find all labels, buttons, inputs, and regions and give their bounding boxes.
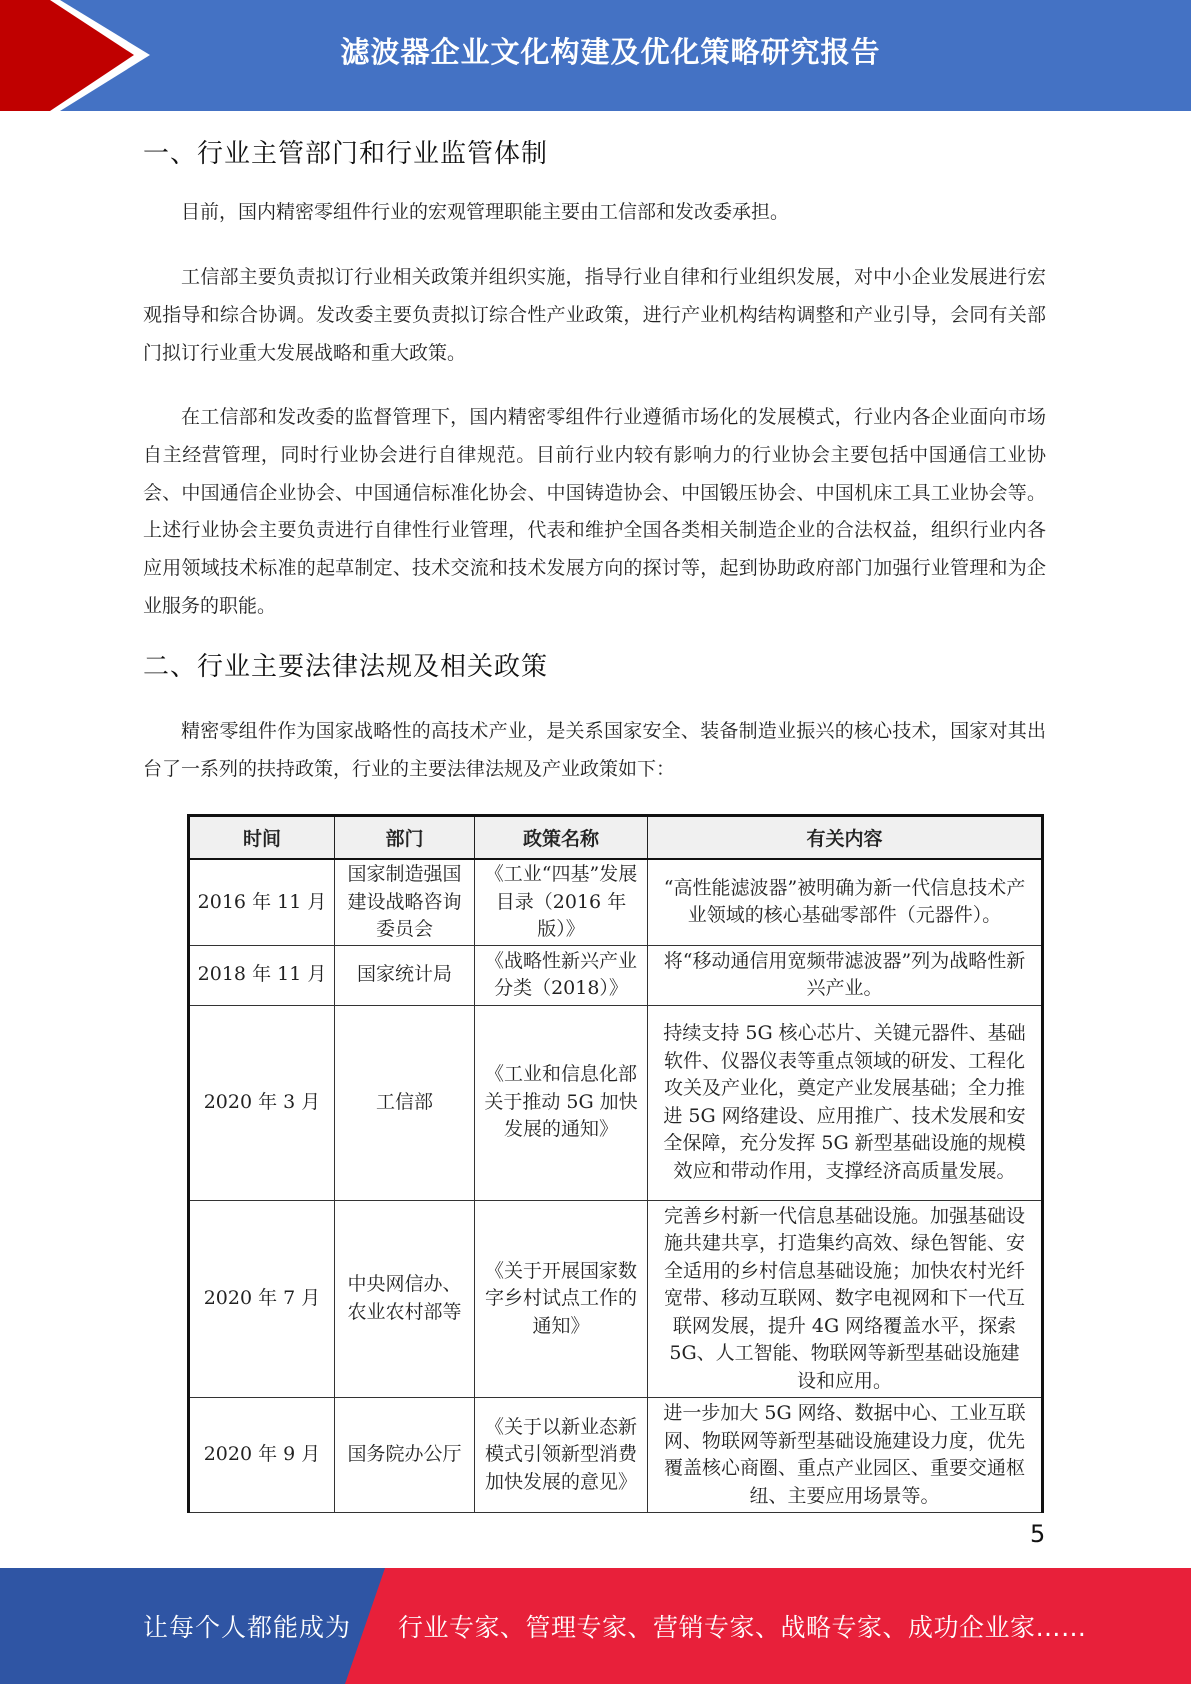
cell-time: 2020 年 9 月 bbox=[189, 1398, 335, 1513]
policy-table-container bbox=[187, 814, 1044, 1513]
cell-dept: 国家制造强国建设战略咨询委员会 bbox=[335, 859, 475, 945]
header-content: 有关内容 bbox=[648, 816, 1043, 860]
section-2-paragraph-1: 精密零组件作为国家战略性的高技术产业，是关系国家安全、装备制造业振兴的核心技术，国家对其出台了一系列的扶持政策，行业的主要法律法规及产业政策如下： bbox=[143, 720, 1046, 780]
cell-dept: 国务院办公厅 bbox=[335, 1398, 475, 1513]
cell-content: 持续支持 5G 核心芯片、关键元器件、基础软件、仪器仪表等重点领域的研发、工程化攻关及产业化，奠定产业发展基础；全力推进 5G 网络建设、应用推广、技术发展和安全保障，充分发挥 5G 新型基础设施的规模效应和带动作用，支撑经济高质量发展。 bbox=[648, 1005, 1043, 1200]
header-policy: 政策名称 bbox=[475, 816, 648, 860]
cell-content: 进一步加大 5G 网络、数据中心、工业互联网、物联网等新型基础设施建设力度，优先覆盖核心商圈、重点产业园区、重要交通枢纽、主要应用场景等。 bbox=[648, 1398, 1043, 1513]
header-dept: 部门 bbox=[335, 816, 475, 860]
cell-dept: 工信部 bbox=[335, 1005, 475, 1200]
page-number: 5 bbox=[1030, 1520, 1046, 1548]
page-header bbox=[0, 0, 1191, 111]
cell-time: 2016 年 11 月 bbox=[189, 859, 335, 945]
cell-dept: 国家统计局 bbox=[335, 945, 475, 1005]
cell-time: 2020 年 7 月 bbox=[189, 1200, 335, 1398]
cell-content: 将“移动通信用宽频带滤波器”列为战略性新兴产业。 bbox=[648, 945, 1043, 1005]
table-row bbox=[189, 945, 1043, 1005]
footer-slogan-left: 让每个人都能成为 bbox=[143, 1613, 352, 1642]
table-row bbox=[189, 1200, 1043, 1398]
cell-time: 2018 年 11 月 bbox=[189, 945, 335, 1005]
table-row bbox=[189, 1398, 1043, 1513]
header-arrow-decoration bbox=[0, 0, 150, 111]
table-header-row bbox=[189, 816, 1043, 860]
header-title: 滤波器企业文化构建及优化策略研究报告 bbox=[340, 34, 881, 69]
table-row bbox=[189, 859, 1043, 945]
cell-content: “高性能滤波器”被明确为新一代信息技术产业领域的核心基础零部件（元器件）。 bbox=[648, 859, 1043, 945]
cell-time: 2020 年 3 月 bbox=[189, 1005, 335, 1200]
policy-table bbox=[187, 814, 1044, 1513]
section-1-paragraph-1: 目前，国内精密零组件行业的宏观管理职能主要由工信部和发改委承担。 bbox=[181, 201, 790, 223]
cell-policy: 《关于以新业态新模式引领新型消费加快发展的意见》 bbox=[475, 1398, 648, 1513]
cell-content: 完善乡村新一代信息基础设施。加强基础设施共建共享，打造集约高效、绿色智能、安全适用的乡村信息基础设施；加快农村光纤宽带、移动互联网、数字电视网和下一代互联网发展，提升 4G 网络覆盖水平，探索 5G、人工智能、物联网等新型基础设施建设和应用。 bbox=[648, 1200, 1043, 1398]
section-1-title: 一、行业主管部门和行业监管体制 bbox=[143, 139, 549, 169]
page-footer bbox=[0, 1568, 1191, 1684]
section-1-paragraph-3: 在工信部和发改委的监督管理下，国内精密零组件行业遵循市场化的发展模式，行业内各企业面向市场自主经营管理，同时行业协会进行自律规范。目前行业内较有影响力的行业协会主要包括中国通信工业协会、中国通信企业协会、中国通信标准化协会、中国铸造协会、中国锻压协会、中国机床工具工业协会等。上述行业协会主要负责进行自律性行业管理，代表和维护全国各类相关制造企业的合法权益，组织行业内各应用领域技术标准的起草制定、技术交流和技术发展方向的探讨等，起到协助政府部门加强行业管理和为企业服务的职能。 bbox=[143, 406, 1046, 617]
section-2-title: 二、行业主要法律法规及相关政策 bbox=[143, 652, 549, 682]
header-time: 时间 bbox=[189, 816, 335, 860]
cell-policy: 《工业和信息化部关于推动 5G 加快发展的通知》 bbox=[475, 1005, 648, 1200]
cell-dept: 中央网信办、农业农村部等 bbox=[335, 1200, 475, 1398]
cell-policy: 《工业“四基”发展目录（2016 年版）》 bbox=[475, 859, 648, 945]
cell-policy: 《战略性新兴产业分类（2018）》 bbox=[475, 945, 648, 1005]
cell-policy: 《关于开展国家数字乡村试点工作的通知》 bbox=[475, 1200, 648, 1398]
table-row bbox=[189, 1005, 1043, 1200]
section-1-paragraph-2: 工信部主要负责拟订行业相关政策并组织实施，指导行业自律和行业组织发展，对中小企业发展进行宏观指导和综合协调。发改委主要负责拟订综合性产业政策，进行产业机构结构调整和产业引导，会同有关部门拟订行业重大发展战略和重大政策。 bbox=[143, 266, 1046, 364]
footer-slogan-right: 行业专家、管理专家、营销专家、战略专家、成功企业家…… bbox=[398, 1613, 1087, 1642]
